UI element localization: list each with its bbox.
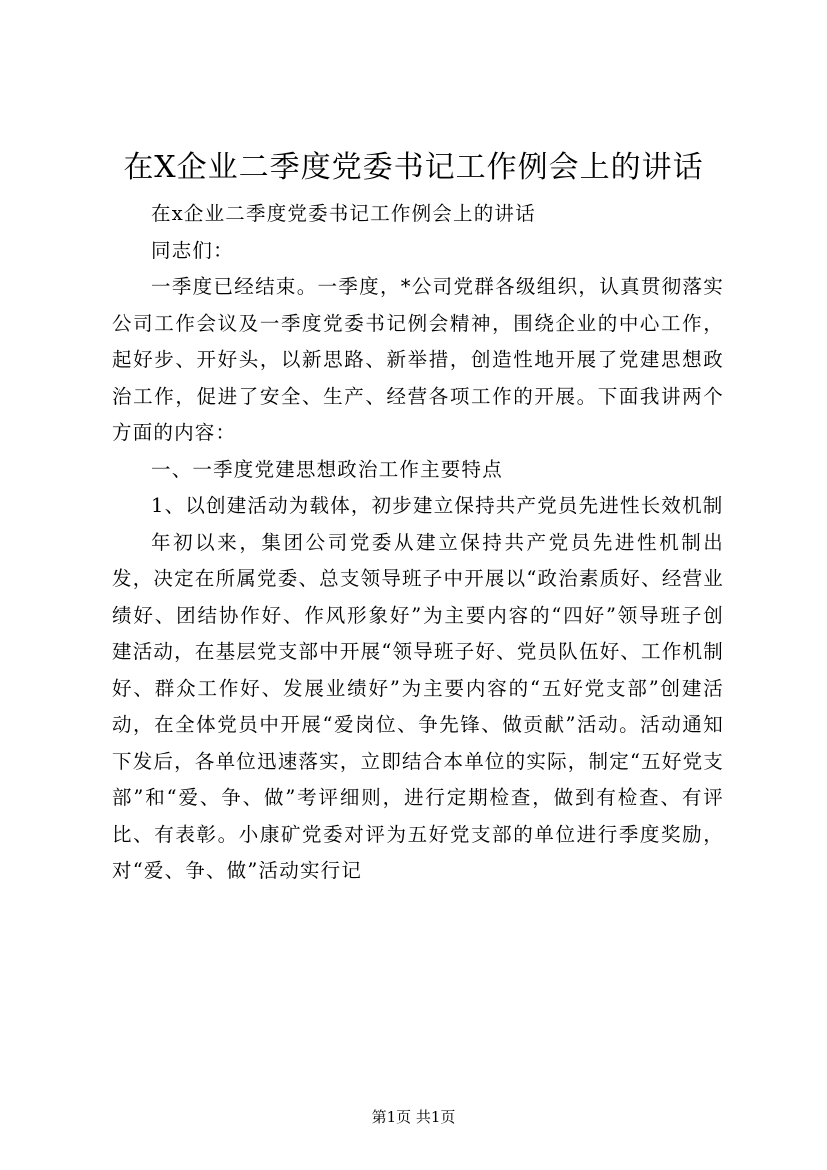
paragraph-subtitle: 在x企业二季度党委书记工作例会上的讲话 <box>151 202 536 225</box>
paragraph-body: 年初以来，集团公司党委从建立保持共产党员先进性机制出发，决定在所属党委、总支领导班子中开展以“政治素质好、经营业绩好、团结协作好、作风形象好”为主要内容的“四好”领导班子创建活动，在基层党支部中开展“领导班子好、党员队伍好、工作机制好、群众工作好、发展业绩好”为主要内容的“五好党支部”创建活动，在全体党员中开展“爱岗位、争先锋、做贡献”活动。活动通知下发后，各单位迅速落实，立即结合本单位的实际，制定“五好党支部”和“爱、争、做”考评细则，进行定期检查，做到有检查、有评比、有表彰。小康矿党委对评为五好党支部的单位进行季度奖励，对“爱、争、做”活动实行记 <box>112 530 724 882</box>
page-footer: 第1页 共1页 <box>371 1108 456 1126</box>
section-heading: 一、一季度党建思想政治工作主要特点 <box>151 457 503 481</box>
document-title: 在X企业二季度党委书记工作例会上的讲话 <box>123 150 704 185</box>
paragraph-salutation: 同志们： <box>151 238 234 262</box>
paragraph-intro: 一季度已经结束。一季度，*公司党群各级组织，认真贯彻落实公司工作会议及一季度党委书记例会精神，围绕企业的中心工作，起好步、开好头，以新思路、新举措，创造性地开展了党建思想政治工作，促进了安全、生产、经营各项工作的开展。下面我讲两个方面的内容： <box>112 275 724 444</box>
subsection-heading: 1、以创建活动为载体，初步建立保持共产党员先进性长效机制 <box>151 494 724 517</box>
document-body <box>112 196 724 890</box>
